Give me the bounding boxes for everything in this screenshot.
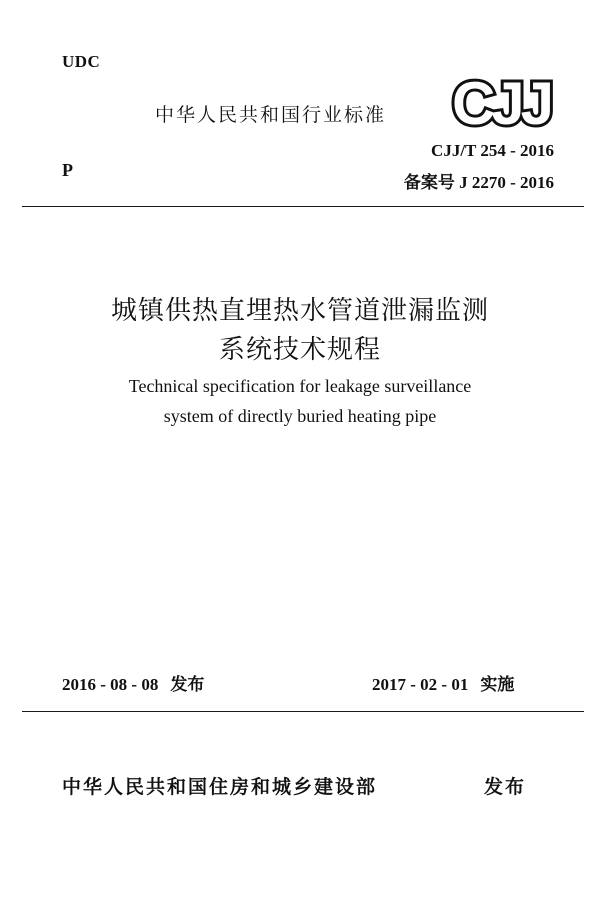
issue-date: 2016 - 08 - 08 (62, 675, 159, 694)
issue-label: 发布 (170, 675, 205, 695)
effective-date-group (372, 670, 514, 695)
issue-date-group (62, 670, 204, 695)
filing-code: 备案号 J 2270 - 2016 (403, 173, 554, 192)
title-en-line-2: system of directly buried heating pipe (163, 406, 437, 426)
cjj-logo-text: CJJ (451, 72, 551, 134)
effective-date: 2017 - 02 - 01 (372, 675, 469, 694)
issuer-action: 发布 (484, 776, 527, 798)
standard-code: CJJ/T 254 - 2016 (431, 141, 554, 160)
effective-label: 实施 (480, 675, 515, 695)
udc-label: UDC (62, 52, 101, 71)
cjj-logo (448, 72, 554, 134)
issuer-name: 中华人民共和国住房和城乡建设部 (62, 776, 378, 798)
category-label: P (62, 160, 73, 180)
bottom-divider (22, 711, 584, 712)
title-cn-line-2: 系统技术规程 (218, 335, 381, 365)
standard-type: 中华人民共和国行业标准 (155, 104, 387, 126)
title-cn-line-1: 城镇供热直埋热水管道泄漏监测 (110, 296, 489, 326)
top-divider (22, 206, 584, 207)
title-en-line-1: Technical specification for leakage surveillance (128, 376, 472, 396)
